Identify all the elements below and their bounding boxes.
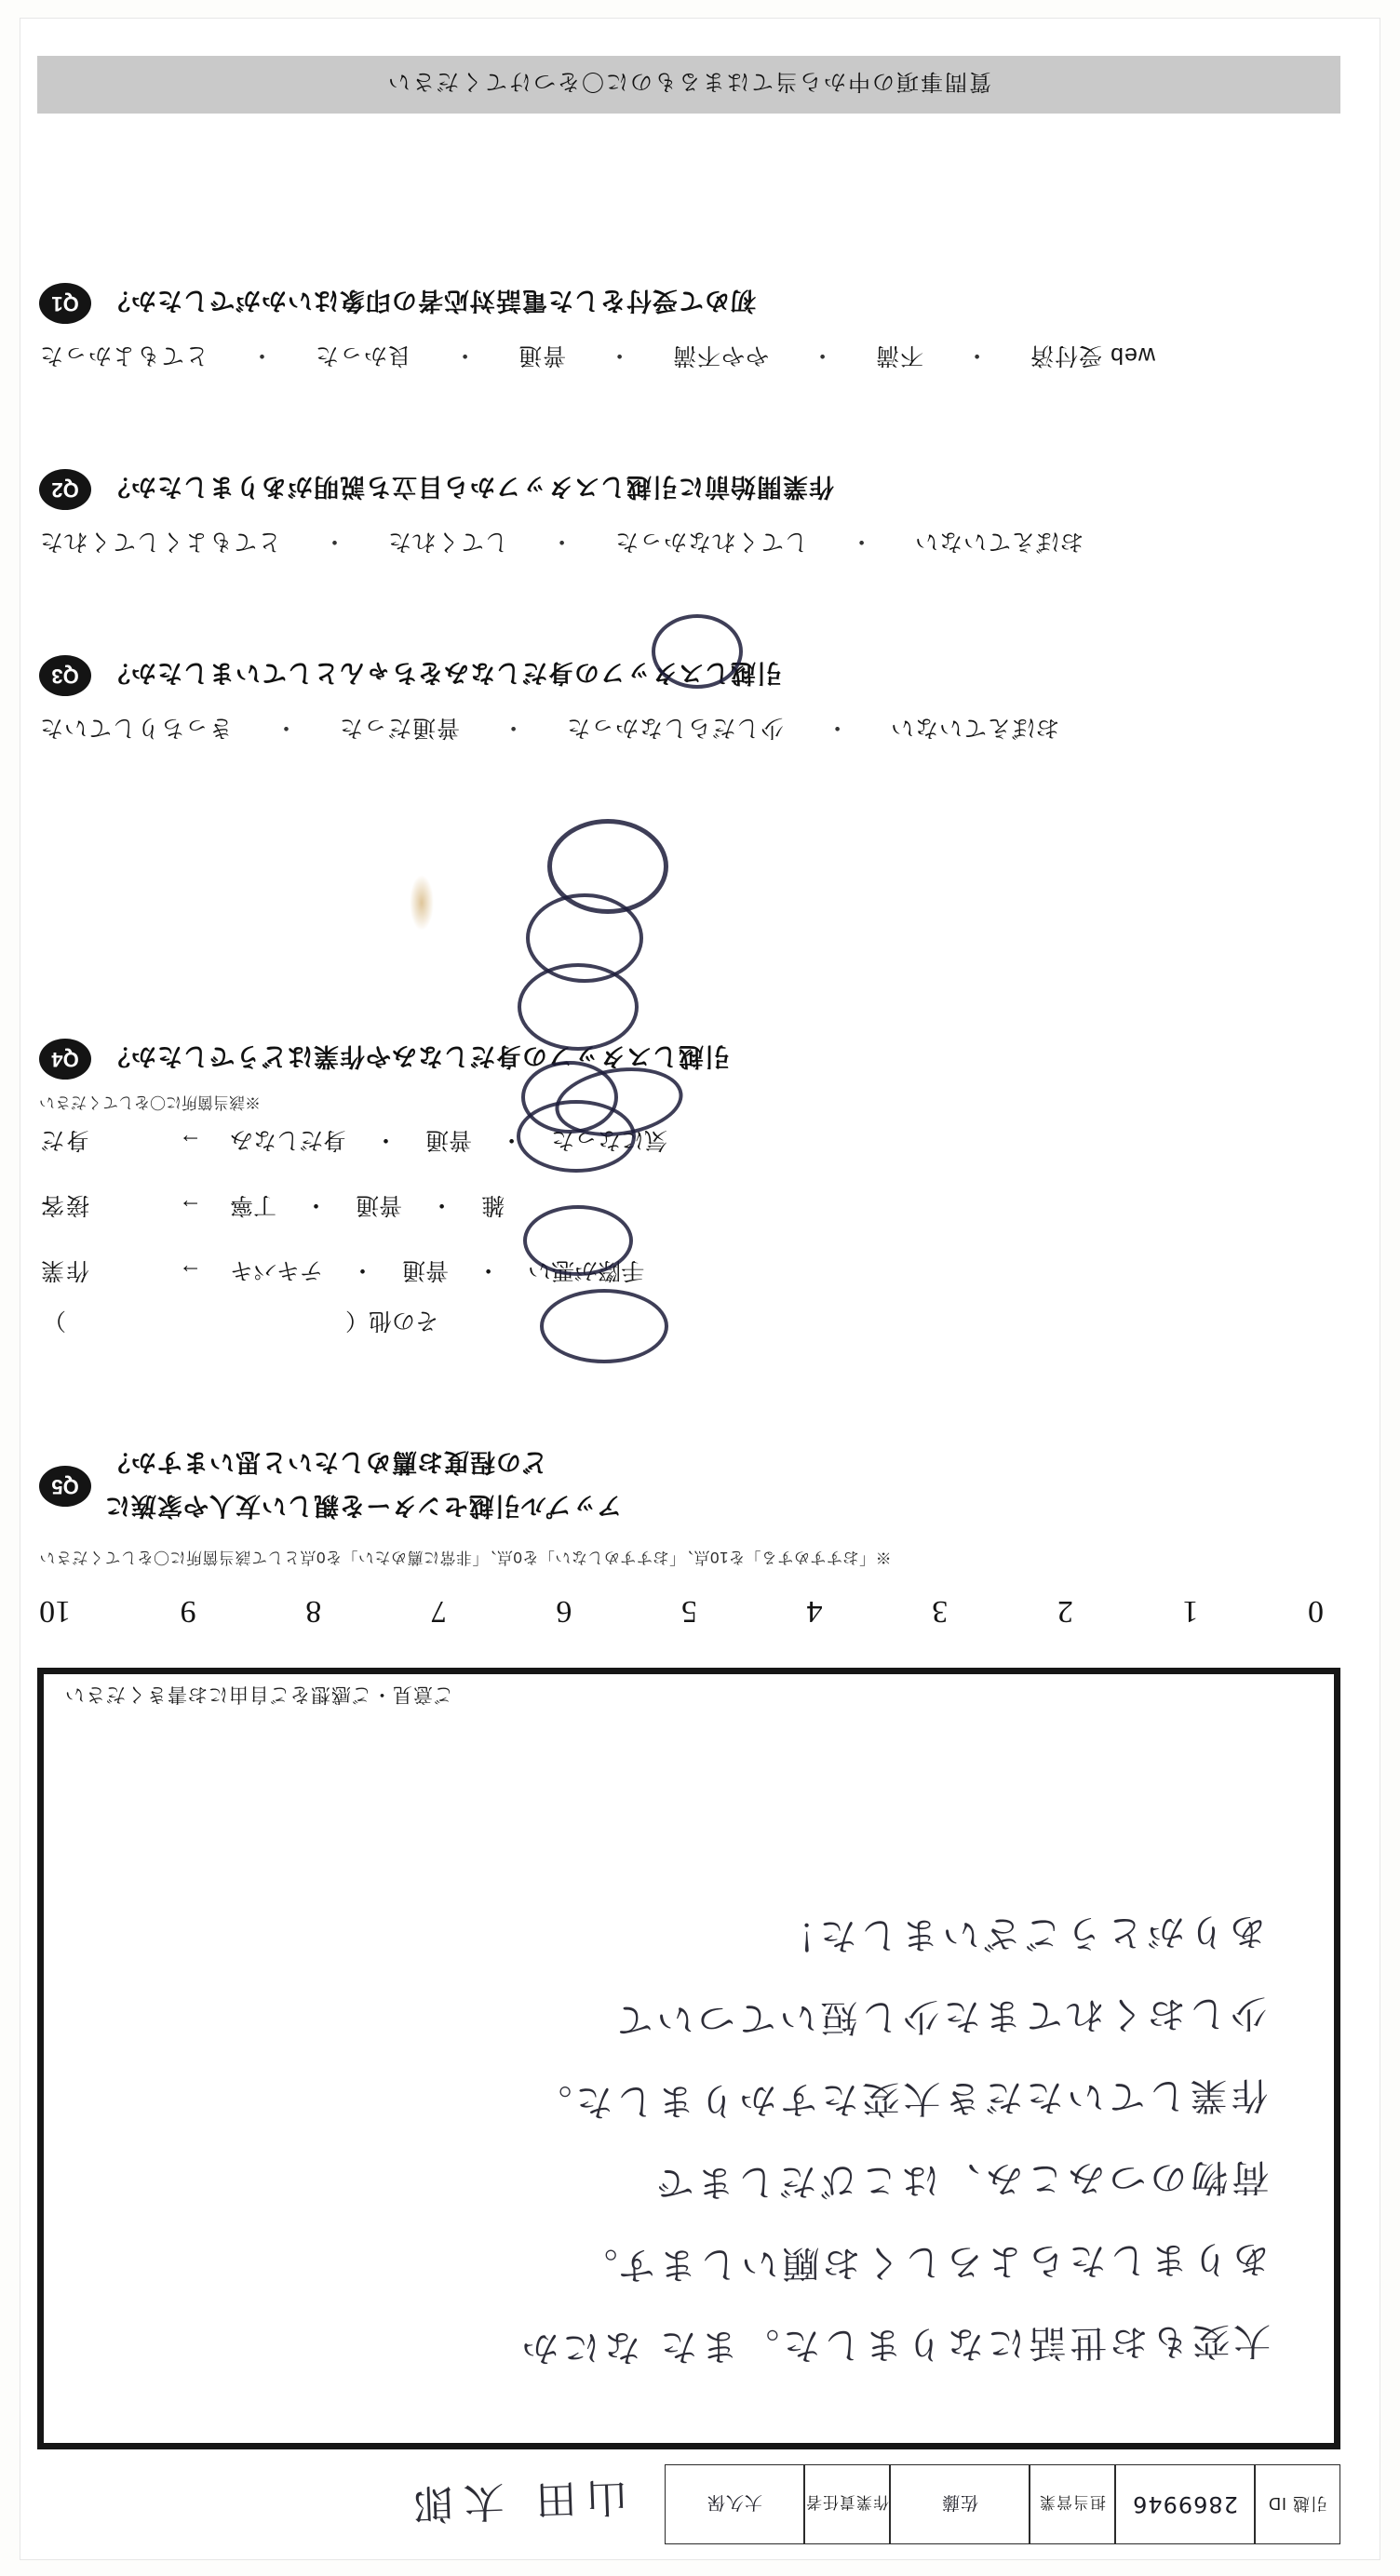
ink-smudge [410, 875, 434, 931]
q3-head [39, 655, 1324, 696]
q5-scale-point[interactable]: 8 [305, 1594, 322, 1629]
q4-note: ※該当箇所に〇をしてください [39, 1093, 261, 1111]
q4-option[interactable]: 普通 [356, 1192, 403, 1218]
q4-row [39, 1255, 644, 1289]
comment-line: 大変もお世話になりました。また なにか [518, 2318, 1272, 2369]
question-q3 [39, 655, 1324, 763]
q2-separator: ・ [322, 529, 347, 555]
paper-background [20, 19, 1380, 2559]
q4-arrow-icon: → [179, 1129, 202, 1156]
q2-head [39, 469, 1324, 510]
q4-option[interactable]: 雑 [481, 1192, 505, 1218]
q4-title: 引越しスタッフの身だしなみや作業はどうでしたか？ [104, 1042, 730, 1071]
q4-row [39, 1125, 667, 1159]
q3-title: 引越しスタッフの身だしなみをちゃんとしていましたか？ [104, 659, 782, 688]
q2-option[interactable]: してくれた [387, 529, 509, 555]
q5-scale-point[interactable]: 4 [806, 1594, 823, 1629]
q5-scale-point[interactable]: 3 [932, 1594, 949, 1629]
q4-rows [39, 1125, 1324, 1289]
q5-scale-point[interactable]: 0 [1308, 1594, 1324, 1629]
q2-separator: ・ [549, 529, 574, 555]
q4-head [39, 1039, 1324, 1080]
signature-area [37, 2464, 665, 2544]
q4-separator: ・ [500, 1127, 524, 1153]
instruction-banner: 質問事項の中から当てはまるものに〇をつけてください [37, 56, 1340, 114]
q1-option[interactable]: 普通 [518, 342, 567, 369]
q1-separator: ・ [452, 342, 478, 369]
comment-line: 作業していただき大変たすかりました。 [531, 2073, 1269, 2124]
q5-scale [39, 1593, 1324, 1629]
q4-separator: ・ [477, 1257, 501, 1283]
q3-options [39, 713, 1324, 746]
q4-row [39, 1190, 505, 1224]
comment-line: ありがとうございました！ [774, 1909, 1267, 1958]
q4-option[interactable]: 身だしなみ [230, 1127, 347, 1153]
q3-option[interactable]: おぼえていない [890, 715, 1060, 741]
q4-badge: Q4 [39, 1039, 91, 1080]
q1-separator: ・ [249, 342, 275, 369]
q4-row-label: 接客 [39, 1192, 90, 1218]
q1-option[interactable]: web 受付済 [1030, 342, 1155, 369]
meta-row [37, 2464, 1340, 2544]
q3-option[interactable]: きっちりしていた [39, 715, 234, 741]
q3-separator: ・ [501, 715, 526, 741]
q3-option[interactable]: 普通だった [339, 715, 461, 741]
q1-separator: ・ [607, 342, 632, 369]
q4-row-label: 作業 [39, 1257, 90, 1283]
q1-head [39, 283, 1324, 324]
q1-title: 初めて受付をした電話対応者の印象はいかがでしたか？ [104, 287, 756, 315]
comment-box [37, 1668, 1340, 2449]
comment-line: ありましたらよろしくお願いします。 [576, 2236, 1271, 2288]
question-q1 [39, 283, 1324, 391]
q4-separator: ・ [351, 1257, 375, 1283]
signature-text: 山田 太郎 [403, 2472, 628, 2529]
question-q4 [39, 1039, 1324, 1363]
question-q5 [39, 1446, 1324, 1526]
q4-option[interactable]: 手際が悪い [528, 1257, 645, 1283]
q1-separator: ・ [964, 342, 989, 369]
q1-options [39, 341, 1324, 374]
crew-chief-label: 作業責任者 [804, 2464, 890, 2544]
q1-option[interactable]: 不満 [875, 342, 924, 369]
q1-badge: Q1 [39, 283, 91, 324]
comment-handwriting [106, 1889, 1271, 2393]
q4-separator: ・ [374, 1127, 398, 1153]
q4-other-field[interactable]: その他（ ） [43, 1308, 439, 1334]
q5-note: ※「おすすめする」を10点、「おすすめしない」を0点、「非常に薦めたい」を0点として該当箇所に〇をしてください [39, 1549, 892, 1566]
q4-separator: ・ [430, 1192, 454, 1218]
sales-rep-label: 担当営業 [1030, 2464, 1115, 2544]
comment-line: 荷物のつみこみ、はこびだしまで [652, 2154, 1270, 2205]
id-value: 2869946 [1115, 2464, 1255, 2544]
q2-options [39, 527, 1324, 560]
q4-row-label: 身だ [39, 1127, 90, 1153]
comment-caption: ご意見・ご感想をご自由にお書きください [64, 1684, 453, 1705]
q5-scale-point[interactable]: 9 [180, 1594, 196, 1629]
id-label: 引越 ID [1255, 2464, 1340, 2544]
q4-separator: ・ [304, 1192, 329, 1218]
q1-option[interactable]: 良かった [315, 342, 412, 369]
q2-option[interactable]: してくれなかった [614, 529, 809, 555]
q1-option[interactable]: やや不満 [672, 342, 770, 369]
comment-line: 少しおくれてまた少し短いてついて [612, 1991, 1268, 2041]
q1-option[interactable]: とてもよかった [39, 342, 209, 369]
q1-separator: ・ [810, 342, 835, 369]
q4-option[interactable]: 普通 [402, 1257, 450, 1283]
q5-scale-point[interactable]: 6 [556, 1594, 572, 1629]
q2-option[interactable]: おぼえていない [914, 529, 1084, 555]
q5-scale-point[interactable]: 10 [39, 1594, 72, 1629]
sales-rep-value: 佐藤 [890, 2464, 1030, 2544]
q4-arrow-icon: → [179, 1259, 202, 1286]
q5-scale-point[interactable]: 1 [1182, 1594, 1199, 1629]
q2-title: 作業開始前に引越しスタッフから目立ち説明がありましたか？ [104, 473, 834, 502]
q5-title-line1: アップル引越センターを親しい友人や家族に [104, 1492, 622, 1520]
q2-separator: ・ [849, 529, 874, 555]
q4-option[interactable]: 丁寧 [230, 1192, 277, 1218]
q4-option[interactable]: 気になった [551, 1127, 668, 1153]
q5-scale-point[interactable]: 2 [1057, 1594, 1073, 1629]
q3-option[interactable]: 少しだらしなかった [566, 715, 785, 741]
q3-separator: ・ [825, 715, 850, 741]
q4-arrow-icon: → [179, 1194, 202, 1221]
q2-option[interactable]: とてもよくしてくれた [39, 529, 282, 555]
q4-option[interactable]: 普通 [425, 1127, 473, 1153]
q5-badge: Q5 [39, 1466, 91, 1507]
q3-separator: ・ [274, 715, 299, 741]
q2-badge: Q2 [39, 469, 91, 510]
q5-title-line2: どの程度お薦めしたいと思いますか？ [104, 1448, 547, 1476]
q4-option[interactable]: テキパキ [230, 1257, 324, 1283]
q5-head [39, 1446, 1324, 1526]
q5-scale-point[interactable]: 5 [681, 1594, 698, 1629]
q3-badge: Q3 [39, 655, 91, 696]
question-q2 [39, 469, 1324, 577]
q5-scale-point[interactable]: 7 [430, 1594, 447, 1629]
crew-chief-value: 大久保 [665, 2464, 804, 2544]
